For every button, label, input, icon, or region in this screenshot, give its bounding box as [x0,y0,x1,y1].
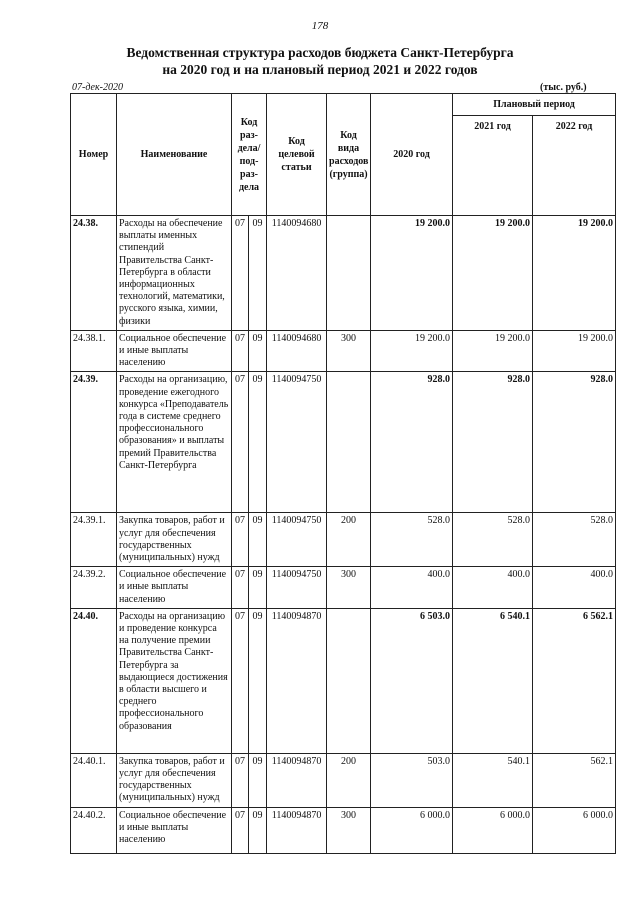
header-number: Номер [71,94,117,216]
row-number: 24.38.1. [71,330,117,372]
row-subsection-code: 09 [249,513,267,567]
page-number: 178 [311,20,329,32]
header-planned-period: Плановый период [453,94,616,116]
row-amount-2020: 6 000.0 [371,807,453,853]
row-amount-2022: 19 200.0 [533,216,616,331]
header-name: Наименование [117,94,232,216]
row-subsection-code: 09 [249,216,267,331]
row-amount-2020: 528.0 [371,513,453,567]
row-amount-2020: 503.0 [371,753,453,807]
table-row [71,330,616,372]
row-name: Социальное обеспечение и иные выплаты населению [117,807,232,853]
row-section-code: 07 [232,513,249,567]
row-target-code: 1140094870 [267,608,327,753]
document-title [0,44,640,78]
header-year-2022: 2022 год [533,116,616,216]
row-amount-2021: 528.0 [453,513,533,567]
header-year-2021: 2021 год [453,116,533,216]
row-subsection-code: 09 [249,753,267,807]
row-number: 24.40.2. [71,807,117,853]
row-expense-type-code: 200 [327,513,371,567]
row-amount-2020: 19 200.0 [371,330,453,372]
row-target-code: 1140094750 [267,372,327,513]
header-expense-type-code: Код вида расходов (группа) [327,94,371,216]
table-row [71,216,616,331]
row-section-code: 07 [232,807,249,853]
row-expense-type-code: 300 [327,807,371,853]
row-subsection-code: 09 [249,567,267,609]
row-name: Социальное обеспечение и иные выплаты населению [117,567,232,609]
title-line-1: Ведомственная структура расходов бюджета Санкт-Петербурга [126,45,514,60]
row-target-code: 1140094750 [267,567,327,609]
row-section-code: 07 [232,608,249,753]
row-subsection-code: 09 [249,608,267,753]
row-target-code: 1140094680 [267,330,327,372]
row-amount-2020: 6 503.0 [371,608,453,753]
row-target-code: 1140094680 [267,216,327,331]
row-amount-2022: 6 000.0 [533,807,616,853]
row-amount-2022: 19 200.0 [533,330,616,372]
row-number: 24.40.1. [71,753,117,807]
row-name: Расходы на организацию, проведение ежегодного конкурса «Преподаватель года в системе среднего профессионального образования» и выплаты премий Правительства Санкт-Петербурга [117,372,232,513]
row-section-code: 07 [232,330,249,372]
row-amount-2022: 928.0 [533,372,616,513]
row-amount-2021: 540.1 [453,753,533,807]
row-amount-2021: 928.0 [453,372,533,513]
row-amount-2022: 6 562.1 [533,608,616,753]
row-expense-type-code: 300 [327,567,371,609]
row-amount-2021: 19 200.0 [453,216,533,331]
table-row [71,753,616,807]
row-target-code: 1140094870 [267,807,327,853]
row-amount-2020: 400.0 [371,567,453,609]
table-row [71,608,616,753]
units-label: (тыс. руб.) [540,82,587,93]
title-line-2: на 2020 год и на плановый период 2021 и 2022 годов [162,62,478,77]
header-year-2020: 2020 год [371,94,453,216]
row-section-code: 07 [232,216,249,331]
row-amount-2021: 19 200.0 [453,330,533,372]
row-amount-2022: 562.1 [533,753,616,807]
row-name: Закупка товаров, работ и услуг для обеспечения государственных (муниципальных) нужд [117,753,232,807]
row-section-code: 07 [232,372,249,513]
row-subsection-code: 09 [249,807,267,853]
row-number: 24.38. [71,216,117,331]
row-number: 24.39. [71,372,117,513]
row-name: Социальное обеспечение и иные выплаты населению [117,330,232,372]
row-amount-2022: 528.0 [533,513,616,567]
table-row [71,567,616,609]
row-expense-type-code [327,372,371,513]
row-amount-2021: 6 540.1 [453,608,533,753]
table-row [71,372,616,513]
row-name: Закупка товаров, работ и услуг для обеспечения государственных (муниципальных) нужд [117,513,232,567]
row-number: 24.40. [71,608,117,753]
row-amount-2021: 400.0 [453,567,533,609]
budget-table [70,93,616,854]
row-target-code: 1140094750 [267,513,327,567]
row-amount-2021: 6 000.0 [453,807,533,853]
row-section-code: 07 [232,567,249,609]
row-amount-2020: 19 200.0 [371,216,453,331]
row-subsection-code: 09 [249,372,267,513]
row-name: Расходы на обеспечение выплаты именных стипендий Правительства Санкт-Петербурга в области информационных технологий, математики, русского языка, химии, физики [117,216,232,331]
row-section-code: 07 [232,753,249,807]
row-subsection-code: 09 [249,330,267,372]
table-row [71,807,616,853]
row-number: 24.39.2. [71,567,117,609]
row-expense-type-code [327,608,371,753]
row-target-code: 1140094870 [267,753,327,807]
row-amount-2020: 928.0 [371,372,453,513]
row-expense-type-code [327,216,371,331]
row-expense-type-code: 200 [327,753,371,807]
table-row [71,513,616,567]
row-number: 24.39.1. [71,513,117,567]
document-date: 07-дек-2020 [72,82,123,93]
row-expense-type-code: 300 [327,330,371,372]
header-section-code: Код раз-дела/ под-раз-дела [232,94,267,216]
header-target-code: Код целевой статьи [267,94,327,216]
row-amount-2022: 400.0 [533,567,616,609]
row-name: Расходы на организацию и проведение конкурса на получение премии Правительства Санкт-Петербурга за выдающиеся достижения в области высшего и среднего профессионального образования [117,608,232,753]
